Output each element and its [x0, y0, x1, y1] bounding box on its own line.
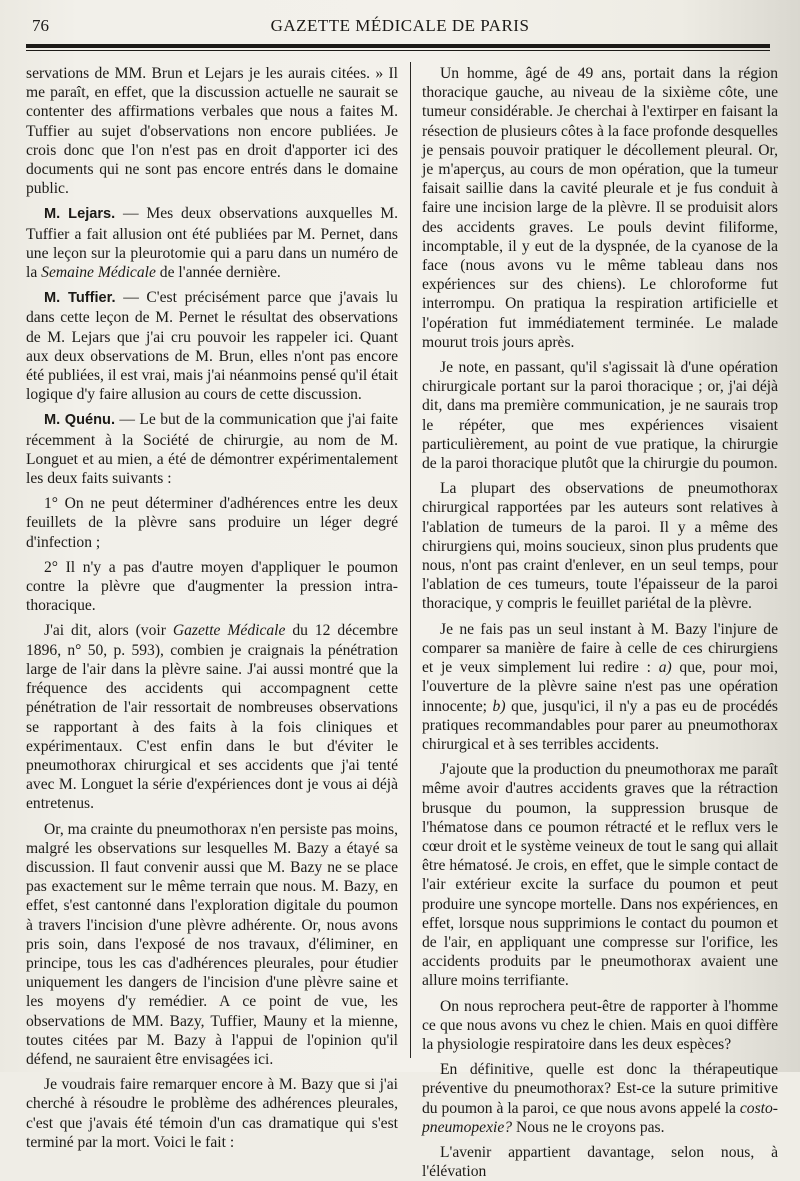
left-column [26, 64, 398, 1151]
paragraph: La plupart des observations de pneumothorax chirurgical rapportées par les auteurs sont relatives à l'ablation de tumeurs de la paroi. Il y a même des chirurgiens qui, moins soucieux, sinon plus prudents que nous, n'ont pas craint d'enlever, en un seul temps, pour l'ablation de ces tumeurs, toute l'épaisseur de la paroi thoracique, y compris le feuillet pariétal de la plèvre. [422, 480, 778, 613]
paragraph-text: du 12 décembre 1896, n° 50, p. 593), combien je craignais la pénétration large de l'air dans la plèvre saine. J'ai aussi montré que la fréquence des accidents qui accompagnent cette pénétration de l'air ressortait de nombreuses observations se rapportant à des faits à la fois cliniques et expérimentaux. C'est enfin dans le but d'éviter le pneumothorax chirurgical et ses accidents que j'ai tenté avec M. Longuet la série d'expériences dont je vous ai déjà entretenus. [26, 622, 398, 813]
list-item: 1° On ne peut déterminer d'adhérences entre les deux feuillets de la plèvre sans produire un léger degré d'infection ; [26, 495, 398, 551]
italic-marker: b) [492, 697, 506, 715]
list-item: 2° Il n'y a pas d'autre moyen d'appliquer le poumon contre la plèvre que d'augmenter la pression intra-thoracique. [26, 558, 398, 615]
column-separator [410, 62, 411, 1058]
paragraph: On nous reprochera peut-être de rapporter à l'homme ce que nous avons vu chez le chien. Mais en quoi diffère la physiologie respiratoire dans les deux espèces? [422, 997, 778, 1053]
paragraph-text: J'ai dit, alors (voir [44, 622, 173, 640]
paragraph-text: que, pour moi, l'ouverture de la plèvre saine n'est pas une opération innocente; [422, 659, 778, 715]
paragraph [26, 410, 398, 488]
page-number: 76 [32, 16, 49, 35]
journal-title: GAZETTE MÉDICALE DE PARIS [270, 16, 530, 35]
paragraph [26, 204, 398, 282]
right-column [422, 64, 778, 1181]
paragraph-text: Nous ne le croyons pas. [512, 1118, 665, 1136]
italic-marker: a) [658, 659, 672, 677]
paragraph-text: En définitive, quelle est donc la thérapeutique préventive du pneumothorax? Est-ce la suture primitive du poumon à la paroi, ce que nous avons appelé la [422, 1061, 778, 1117]
header-rule-thin [26, 50, 770, 51]
speaker-name: M. Quénu. [44, 412, 116, 429]
paragraph-text: — C'est précisément parce que j'avais lu dans cette leçon de M. Pernet le résultat des observations de M. Lejars que j'ai cru pouvoir les rappeler ici. Quant aux deux observations de M. Brun, elles n'ont pas encore été publiées, il est vrai, mais j'ai néanmoins pensé qu'il était logique d'y faire allusion au cours de cette discussion. [26, 289, 398, 404]
speaker-name: M. Tuffier. [44, 290, 116, 307]
paragraph: Un homme, âgé de 49 ans, portait dans la région thoracique gauche, au niveau de la sixième côte, une tumeur considérable. Je cherchai à l'extirper en faisant la résection de plusieurs côtes à la face profonde desquelles je pensais pouvoir pratiquer le décollement pleural. Or, je m'aperçus, au cours de mon opération, que la tumeur faisait saillie dans la cavité pleurale et je fus conduit à faire une incision large de la plèvre. Il se produisit alors des accidents graves. Le pouls devint filiforme, incomptable, il y eut de la dyspnée, de la cyanose de la face (nous avons vu le même tableau dans nos expériences sur des chiens). Le chloroforme fut interrompu. On pratiqua la respiration artificielle et l'opération fut immédiatement terminée. Le malade mourut trois jours après. [422, 65, 778, 351]
italic-title: Semaine Médicale [41, 264, 156, 282]
italic-title: Gazette Médicale [172, 622, 286, 640]
paragraph: Je voudrais faire remarquer encore à M. Bazy que si j'ai cherché à résoudre le problème des adhérences pleurales, c'est que j'avais été témoin d'un cas dramatique qui s'est terminé par la mort. Voici le fait : [26, 1076, 398, 1151]
paragraph-text: que, jusqu'ici, il n'y a pas eu de procédés pratiques recommandables pour parer au pneumothorax chirurgical et à ses terribles accidents. [422, 697, 778, 753]
paragraph-text: — Mes deux observations auxquelles M. Tuffier a fait allusion ont été publiées par M. Pernet, dans une leçon sur la pleurotomie qui a paru dans un numéro de la [26, 205, 398, 282]
paragraph [26, 288, 398, 404]
paragraph-text: Je ne fais pas un seul instant à M. Bazy l'injure de comparer sa manière de faire à celle de ces chirurgiens et je veux simplement lui redire : [422, 620, 778, 677]
paragraph: servations de MM. Brun et Lejars je les aurais citées. » Il me paraît, en effet, que la discussion actuelle ne saurait se contenter des affirmations verbales que nous a faites M. Tuffier au sujet d'observations non encore publiées. Je crois donc que l'on n'est pas en droit d'apporter ici des documents qui ne sont pas encore entrés dans le domaine public. [26, 65, 398, 198]
italic-term: costo-pneumopexie? [422, 1099, 778, 1136]
paragraph-text: de l'année dernière. [155, 264, 281, 282]
paragraph [422, 1060, 778, 1137]
paragraph: Je note, en passant, qu'il s'agissait là d'une opération chirurgicale portant sur la paroi thoracique ; or, j'ai déjà dit, dans ma première communication, je ne saurais trop le répéter, que mes expériences visaient particulièrement, au point de vue pratique, la chirurgie de la paroi thoracique plutôt que la chirurgie du poumon. [422, 359, 778, 473]
header-rule-thick [26, 44, 770, 48]
paragraph [422, 620, 778, 754]
paragraph: Or, ma crainte du pneumothorax n'en persiste pas moins, malgré les observations sur lesquelles M. Bazy a étayé sa discussion. Il faut convenir aussi que M. Bazy ne se place pas exactement sur le même terrain que nous. M. Bazy, en effet, s'est cantonné dans l'exploration digitale du poumon à travers l'incision d'une plèvre adhérente. Or, nous avons pris soin, dans l'exposé de nos travaux, d'éliminer, en principe, tous les cas d'adhérences pleurales, pour étudier uniquement les dangers de l'incision d'une plèvre saine et les moyens d'y remédier. A ce point de vue, les observations de MM. Bazy, Tuffier, Mauny et la mienne, toutes citées par M. Bazy à l'appui de l'opinion qu'il défend, ne sauraient être envisagées ici. [26, 820, 398, 1068]
speaker-name: M. Lejars. [44, 206, 116, 223]
paragraph: L'avenir appartient davantage, selon nous, à l'élévation [422, 1143, 778, 1181]
running-head [0, 14, 800, 40]
paragraph-text: — Le but de la communication que j'ai faite récemment à la Société de chirurgie, au nom de M. Longuet et au mien, a été de démontrer expérimentalement les deux faits suivants : [26, 411, 398, 488]
paragraph [26, 621, 398, 813]
paragraph: J'ajoute que la production du pneumothorax me paraît même avoir d'autres accidents graves que la rétraction brusque du poumon, la suppression brusque de l'hématose dans ce poumon rétracté et le reflux vers le cœur droit et le système veineux de tout le sang qui allait être hématosé. Je crois, en effet, que le simple contact de l'air extérieur excite la surface du poumon et peut produire une syncope mortelle. Dans nos expériences, en effet, lorsque nous supprimions le contact du poumon et de l'air, en appliquant une compresse sur l'orifice, les accidents produits par le pneumothorax avaient une allure moins terrifiante. [422, 761, 778, 990]
